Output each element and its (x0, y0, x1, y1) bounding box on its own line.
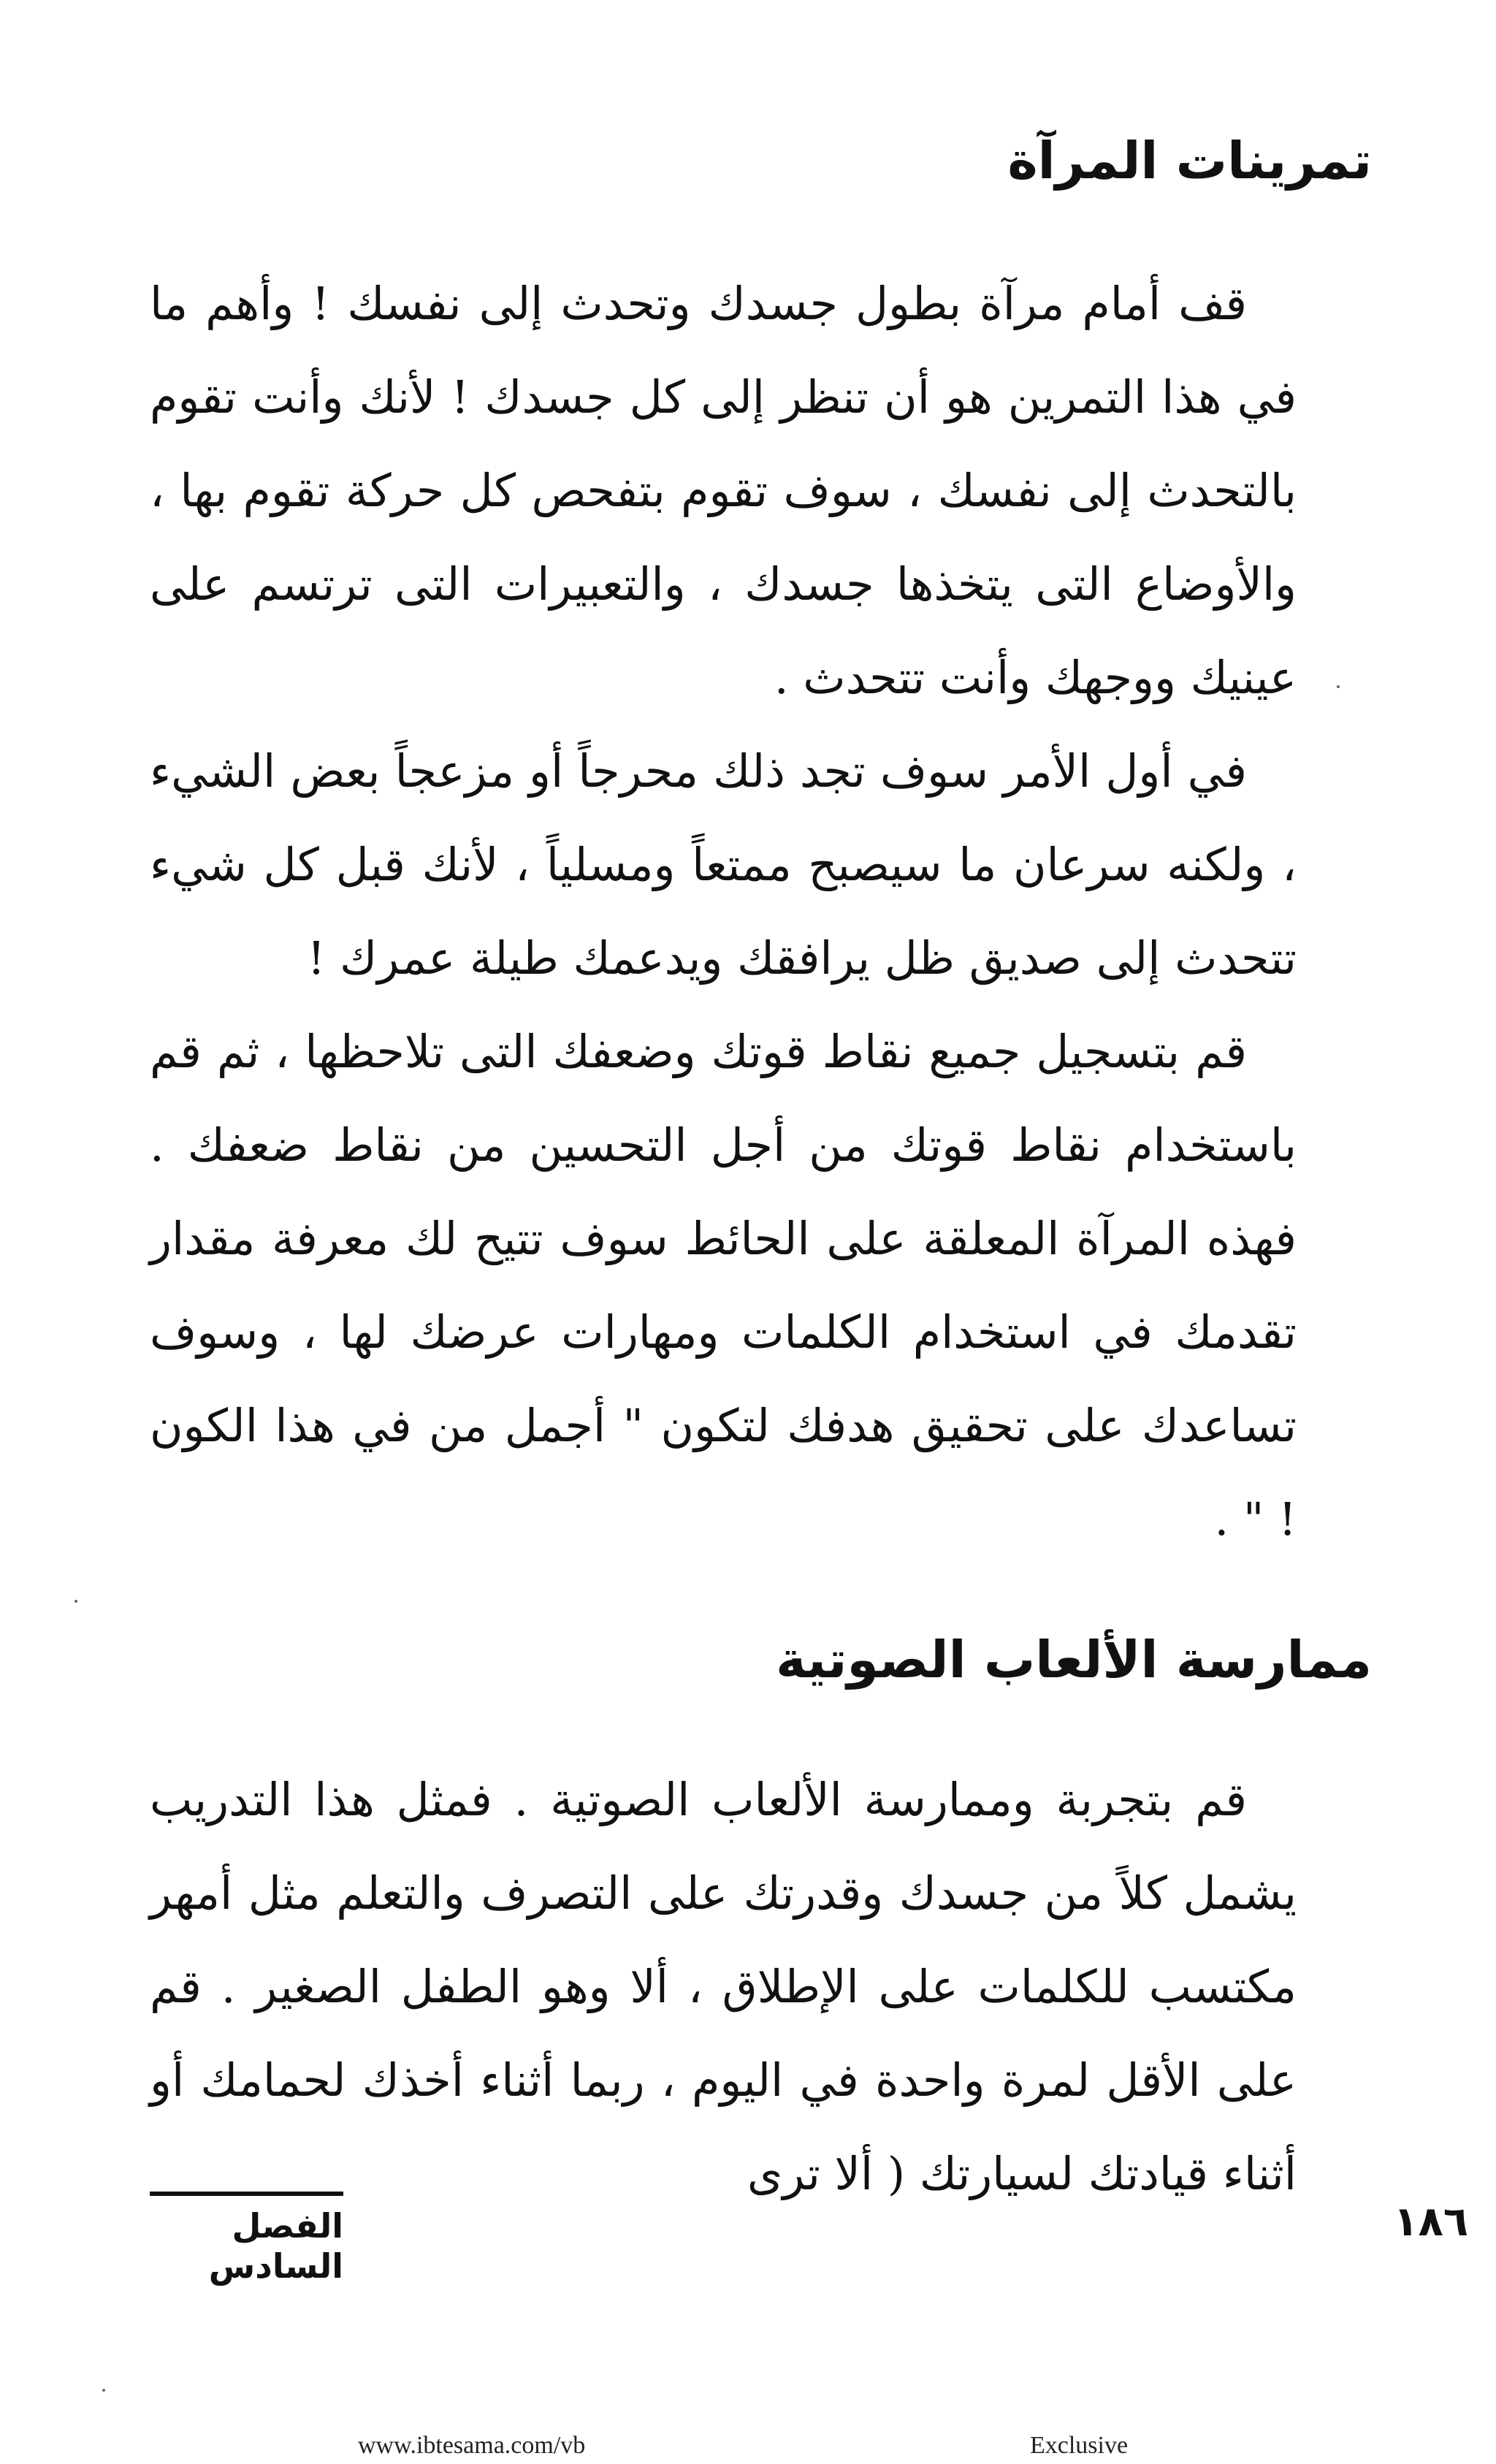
chapter-label: الفصل السادس (208, 2206, 343, 2286)
page-number: ١٨٦ (1393, 2198, 1468, 2246)
paragraph: قف أمام مرآة بطول جسدك وتحدث إلى نفسك ! وأهم ما في هذا التمرين هو أن تنظر إلى كل جسدك ! لأنك وأنت تقوم بالتحدث إلى نفسك ، سوف تقوم بتفحص كل حركة تقوم بها ، والأوضاع التى يتخذها جسدك ، والتعبيرات التى ترتسم على عينيك ووجهك وأنت تتحدث . (150, 277, 1297, 704)
section-title-voice-games: ممارسة الألعاب الصوتية (776, 1630, 1372, 1690)
watermark-tag: Exclusive (1030, 2432, 1129, 2459)
paragraph: قم بتجربة وممارسة الألعاب الصوتية . فمثل هذا التدريب يشمل كلاً من جسدك وقدرتك على التصرف والتعلم مثل أمهر مكتسب للكلمات على الإطلاق ، ألا وهو الطفل الصغير . قم على الأقل لمرة واحدة في اليوم ، ربما أثناء أخذك لحمامك أو أثناء قيادتك لسيارتك ( ألا ترى (150, 1773, 1297, 2200)
section-body-mirror-exercises (150, 257, 1297, 1566)
scan-speck (1337, 685, 1340, 688)
scan-speck (102, 2389, 105, 2392)
scan-speck (75, 1600, 77, 1603)
section-title-mirror-exercises: تمرينات المرآة (1007, 131, 1372, 191)
watermark-url: www.ibtesama.com/vb (358, 2432, 586, 2459)
section-body-voice-games (150, 1753, 1297, 2221)
paragraph: في أول الأمر سوف تجد ذلك محرجاً أو مزعجاً بعض الشيء ، ولكنه سرعان ما سيصبح ممتعاً ومسلياً ، لأنك قبل كل شيء تتحدث إلى صديق ظل يرافقك ويدعمك طيلة عمرك ! (150, 744, 1297, 985)
footer-rule (150, 2192, 343, 2196)
paragraph: قم بتسجيل جميع نقاط قوتك وضعفك التى تلاحظها ، ثم قم باستخدام نقاط قوتك من أجل التحسين من نقاط ضعفك . فهذه المرآة المعلقة على الحائط سوف تتيح لك معرفة مقدار تقدمك في استخدام الكلمات ومهارات عرضك لها ، وسوف تساعدك على تحقيق هدفك لتكون " أجمل من في هذا الكون ! " . (150, 1025, 1297, 1546)
